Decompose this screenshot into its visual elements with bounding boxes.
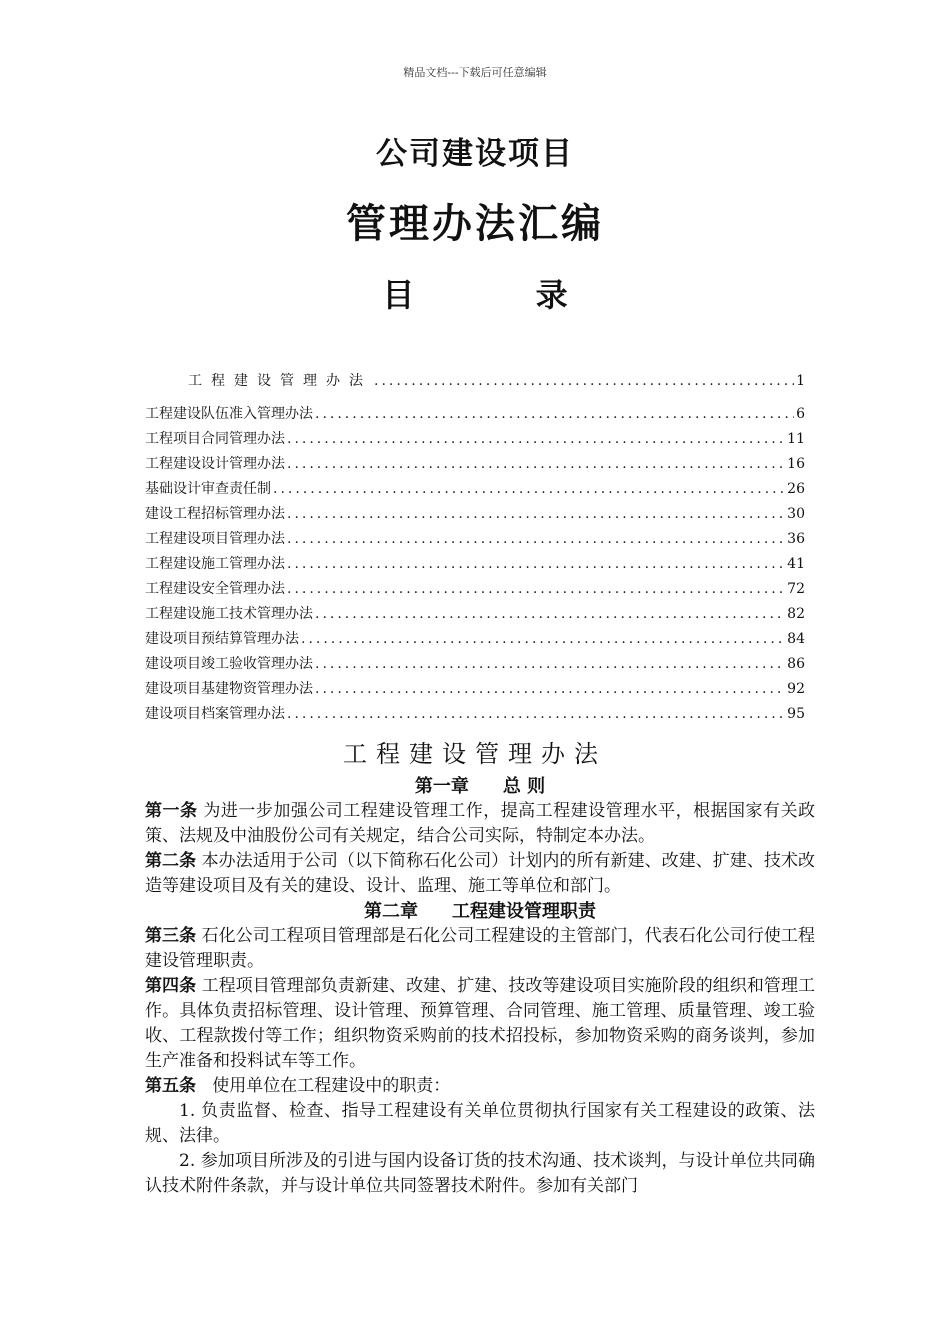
- toc-entry-label: 工程建设项目管理办法: [145, 531, 285, 547]
- article-text: 为进一步加强公司工程建设管理工作，提高工程建设管理水平，根据国家有关政策、法规及中油股份公司有关规定，结合公司实际，特制定本办法。: [145, 801, 816, 846]
- list-item-2: 2. 参加项目所涉及的引进与国内设备订货的技术沟通、技术谈判，与设计单位共同确认技术附件条款，并与设计单位共同签署技术附件。参加有关部门: [145, 1151, 815, 1196]
- toc-entry-label: 建设工程招标管理办法: [145, 506, 285, 522]
- toc-entry-label: 工程建设设计管理办法: [145, 456, 285, 472]
- toc-entry-label: 工程项目合同管理办法: [145, 431, 285, 447]
- toc-entry-label: 建设项目预结算管理办法: [145, 631, 299, 647]
- toc-leader-dots: [315, 681, 785, 697]
- toc-leader-dots: [287, 556, 785, 572]
- article-text: 工程项目管理部负责新建、改建、扩建、技改等建设项目实施阶段的组织和管理工作。具体负责招标管理、设计管理、预算管理、合同管理、施工管理、质量管理、竣工验收、工程款拨付等工作；组织物资采购前的技术招投标，参加物资采购的商务谈判，参加生产准备和投料试车等工作。: [145, 976, 816, 1071]
- toc-entry-label: 工程建设施工管理办法: [145, 556, 285, 572]
- toc-entry-page: 26: [787, 481, 805, 497]
- toc-entry-page: 16: [787, 456, 805, 472]
- article-label: 第三条: [145, 926, 197, 946]
- toc-entry-label: 工程建设管理办法: [188, 373, 372, 389]
- toc-entry-first[interactable]: [188, 370, 805, 395]
- toc-entry[interactable]: [145, 453, 805, 478]
- section-title: 工程建设管理办法: [343, 740, 607, 768]
- article-2: [145, 849, 815, 899]
- toc-leader-dots: [315, 606, 785, 622]
- document-title-line2: 管理办法汇编: [346, 200, 604, 247]
- toc-entry[interactable]: [145, 603, 805, 628]
- toc-entry[interactable]: [145, 403, 805, 428]
- toc-entry-page: 95: [787, 706, 805, 722]
- toc-entry[interactable]: [145, 503, 805, 528]
- document-body: [145, 774, 815, 1199]
- toc-entry-page: 84: [787, 631, 805, 647]
- toc-entry-label: 建设项目档案管理办法: [145, 706, 285, 722]
- toc-entry[interactable]: [145, 628, 805, 653]
- toc-leader-dots: [287, 531, 785, 547]
- toc-entry-label: 工程建设安全管理办法: [145, 581, 285, 597]
- article-label: 第二条: [145, 851, 197, 871]
- article-1: [145, 799, 815, 849]
- page-header-note: 精品文档---下载后可任意编辑: [403, 66, 547, 79]
- toc-entry-page: 30: [787, 506, 805, 522]
- toc-entry-page: 1: [796, 373, 805, 389]
- article-label: 第四条: [145, 976, 197, 996]
- article-text: 使用单位在工程建设中的职责：: [212, 1076, 451, 1096]
- toc-leader-dots: [315, 656, 785, 672]
- toc-leader-dots: [287, 506, 785, 522]
- list-item-1: 1. 负责监督、检查、指导工程建设有关单位贯彻执行国家有关工程建设的政策、法规、法律。: [145, 1101, 815, 1146]
- toc-entry-label: 基础设计审查责任制: [145, 481, 271, 497]
- toc-entry-page: 86: [787, 656, 805, 672]
- toc-entry-label: 工程建设队伍准入管理办法: [145, 406, 313, 422]
- chapter-number: 第二章: [364, 901, 418, 922]
- article-3: [145, 924, 815, 974]
- toc-entry-label: 建设项目竣工验收管理办法: [145, 656, 313, 672]
- toc-entry-label: 工程建设施工技术管理办法: [145, 606, 313, 622]
- toc-list: [145, 403, 805, 728]
- article-text: 石化公司工程项目管理部是石化公司工程建设的主管部门，代表石化公司行使工程建设管理职责。: [145, 926, 816, 971]
- article-label: 第一条: [145, 801, 198, 821]
- toc-entry[interactable]: [145, 528, 805, 553]
- chapter-name: 工程建设管理职责: [452, 901, 596, 922]
- toc-entry-page: 36: [787, 531, 805, 547]
- toc-leader-dots: [374, 373, 794, 389]
- toc-entry[interactable]: [145, 478, 805, 503]
- document-title-line1: 公司建设项目: [376, 136, 574, 172]
- toc-entry[interactable]: [145, 678, 805, 703]
- toc-leader-dots: [287, 581, 785, 597]
- toc-leader-dots: [287, 431, 785, 447]
- article-5: [145, 1074, 815, 1099]
- toc-leader-dots: [315, 406, 794, 422]
- chapter-number: 第一章: [414, 776, 469, 797]
- toc-leader-dots: [287, 456, 785, 472]
- toc-entry-page: 92: [787, 681, 805, 697]
- toc-entry[interactable]: [145, 703, 805, 728]
- toc-leader-dots: [287, 706, 785, 722]
- toc-leader-dots: [273, 481, 785, 497]
- chapter-name: 总 则: [502, 776, 546, 797]
- article-4: [145, 974, 815, 1074]
- article-text: 本办法适用于公司（以下简称石化公司）计划内的所有新建、改建、扩建、技术改造等建设项目及有关的建设、设计、监理、施工等单位和部门。: [145, 851, 816, 896]
- toc-entry[interactable]: [145, 553, 805, 578]
- toc-entry[interactable]: [145, 653, 805, 678]
- toc-entry-page: 41: [787, 556, 805, 572]
- toc-entry-label: 建设项目基建物资管理办法: [145, 681, 313, 697]
- article-label: 第五条: [145, 1076, 196, 1096]
- toc-leader-dots: [301, 631, 785, 647]
- toc-entry-page: 72: [787, 581, 805, 597]
- toc-entry[interactable]: [145, 578, 805, 603]
- toc-entry-page: 11: [787, 431, 805, 447]
- toc-entry[interactable]: [145, 428, 805, 453]
- toc-heading: 目 录: [382, 276, 568, 314]
- toc-entry-page: 82: [787, 606, 805, 622]
- toc-entry-page: 6: [796, 406, 805, 422]
- chapter-1-heading: [145, 774, 815, 799]
- chapter-2-heading: [145, 899, 815, 924]
